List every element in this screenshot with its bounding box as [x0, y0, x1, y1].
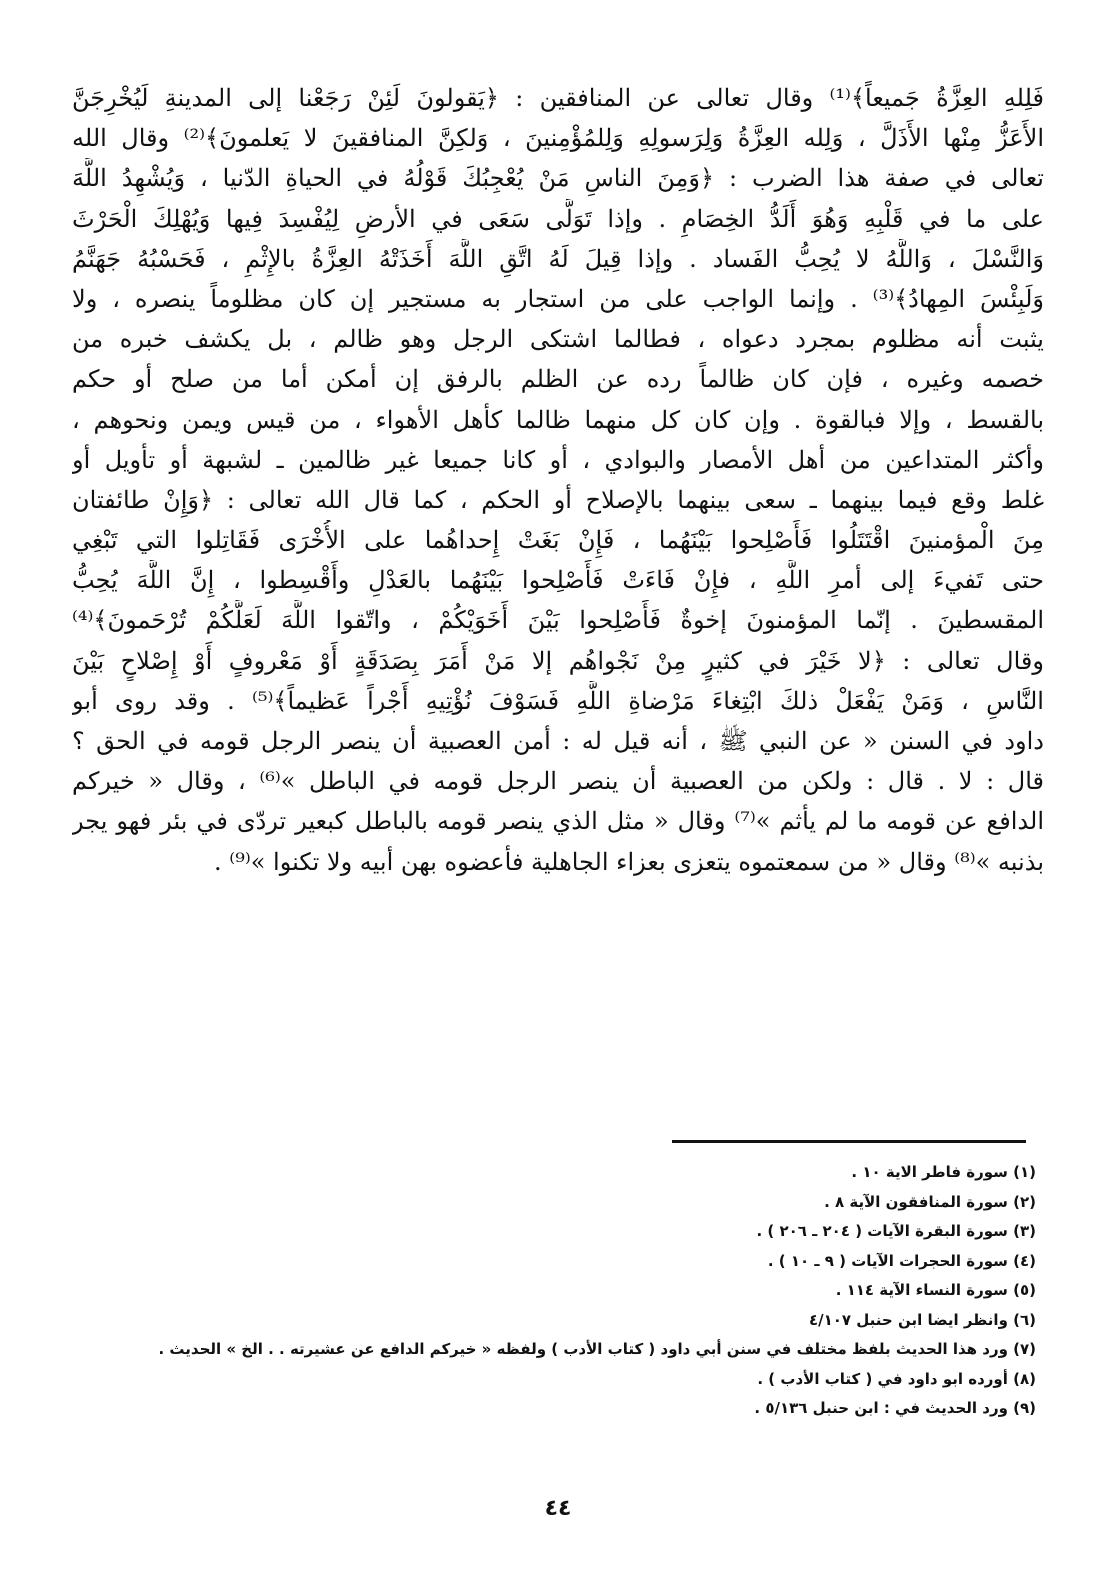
text-line: تعالى في صفة هذا الضرب : ﴿وَمِنَ الناسِ مَنْ يُعْجِبُكَ قَوْلُهُ في الحياةِ الدّنيا ، وَيُشْهِدُ اللَّهَ: [72, 164, 1044, 193]
text-line: داود في السنن « عن النبي ﷺ ، أنه قيل له : أمن العصبية أن ينصر الرجل قومه في الحق ؟: [72, 727, 1044, 755]
text-line: وَالنَّسْلَ ، وَاللَّهُ لا يُحِبُّ الفَساد . وإذا قِيلَ لَهُ اتَّقِ اللَّهَ أَخَذَتْهُ العِزَّةُ بالإِثْمِ ، فَحَسْبُهُ جَهَنَّمُ: [72, 244, 1044, 273]
footnote-item: (٤) سورة الحجرات الآيات ( ٩ ـ ١٠ ) .: [767, 1251, 1036, 1270]
footnote-item: (٨) أورده ابو داود في ( كتاب الأدب ) .: [757, 1369, 1036, 1388]
text-line: على ما في قَلْبِهِ وَهُوَ أَلَدُّ الخِصَامِ . وإذا تَوَلَّى سَعَى في الأرضِ لِيُفْسِدَ فِيها وَيُهْلِكَ الْحَرْثَ: [72, 204, 1044, 233]
main-text: [72, 78, 1044, 882]
footnote-item: (٦) وانظر ايضا ابن حنبل ٤/١٠٧: [808, 1310, 1036, 1329]
text-line: وأكثر المتداعين من أهل الأمصار والبوادي ، أو كانا جميعا غير ظالمين ـ لشبهة أو تأويل أو: [72, 445, 1044, 474]
text-line: مِنَ الْمؤمنينَ اقْتَتَلُوا فَأَصْلِحوا بَيْنَهُما ، فَإِنْ بَغَتْ إِحداهُما على الأُخْرَى فَقَاتِلوا التي تَبْغِي: [72, 526, 1044, 555]
text-line: وقال تعالى : ﴿لا خَيْرَ في كثيرٍ مِنْ نَجْواهُم إلا مَنْ أَمَرَ بِصَدَقَةٍ أَوْ مَعْروفٍ أَوْ إِصْلاحٍ بَيْنَ: [72, 646, 1044, 675]
text-line: خصمه وغيره ، فإن كان ظالماً رده عن الظلم بالرفق إن أمكن أما من صلح أو حكم: [72, 365, 1044, 394]
text-line: وَلَبِئْسَ المِهادُ﴾⁽³⁾ . وإنما الواجب على من استجار به مستجير إن كان مظلوماً ينصره ، ولا: [72, 284, 1044, 313]
footnote-item: (٣) سورة البقرة الآيات ( ٢٠٤ ـ ٢٠٦ ) .: [756, 1222, 1036, 1240]
text-line: فَلِلهِ العِزَّةُ جَميعاً﴾⁽¹⁾ وقال تعالى عن المنافقين : ﴿يَقولونَ لَئِنْ رَجَعْنا إلى المدينةِ لَيُخْرِجَنَّ: [72, 84, 1044, 112]
footnote-item: (٩) ورد الحديث في : ابن حنبل ٥/١٣٦ .: [754, 1399, 1036, 1417]
text-line-last: بذنبه »⁽⁸⁾ وقال « من سمعتموه يتعزى بعزاء الجاهلية فأعضوه بهن أبيه ولا تكنوا »⁽⁹⁾ .: [214, 847, 1044, 876]
text-line: النَّاسِ ، وَمَنْ يَفْعَلْ ذلكَ ابْتِغاءَ مَرْضاةِ اللَّهِ فَسَوْفَ نُؤْتِيهِ أَجْراً عَظيماً﴾⁽⁵⁾ . وقد روى أبو: [72, 686, 1044, 715]
footnote-item: (٧) ورد هذا الحديث بلفظ مختلف في سنن أبي داود ( كتاب الأدب ) ولفظه « خيركم الدافع عن عشيرته . . الخ » الحديث .: [158, 1340, 1036, 1358]
text-line: يثبت أنه مظلوم بمجرد دعواه ، فطالما اشتكى الرجل وهو ظالم ، بل يكشف خبره من: [72, 325, 1044, 354]
text-line: بالقسط ، وإلا فبالقوة . وإن كان كل منهما ظالما كأهل الأهواء ، من قيس ويمن ونحوهم ،: [72, 405, 1044, 434]
text-line: حتى تَفيءَ إلى أمرِ اللَّهِ ، فإِنْ فَاءَتْ فَأَصْلِحوا بَيْنَهُما بالعَدْلِ وأَقْسِطوا ، إِنَّ اللَّهَ يُحِبُّ: [72, 566, 1044, 595]
text-line: الدافع عن قومه ما لم يأثم »⁽⁷⁾ وقال « مثل الذي ينصر قومه بالباطل كبعير تردّى في بئر فهو يجر: [72, 807, 1044, 836]
text-line: المقسطينَ . إنّما المؤمنونَ إخوةٌ فَأَصْلِحوا بَيْنَ أَخَوَيْكُمْ ، واتّقوا اللَّهَ لَعَلَّكُمْ تُرْحَمونَ﴾⁽⁴⁾: [72, 606, 1044, 635]
footnote-item: (٥) سورة النساء الآية ١١٤ .: [835, 1281, 1036, 1299]
footnote-item: (٢) سورة المنافقون الآية ٨ .: [824, 1192, 1036, 1211]
text-line: الأَعَزُّ مِنْها الأَذَلَّ ، وَلِله العِزَّةُ وَلِرَسولِهِ وَلِلمُؤْمِنينَ ، وَلكِنَّ المنافقينَ لا يَعلمونَ﴾⁽²⁾ وقال الله: [72, 124, 1044, 153]
text-line: غلط وقع فيما بينهما ـ سعى بينهما بالإصلاح أو الحكم ، كما قال الله تعالى : ﴿وَإِنْ طائفتان: [72, 485, 1044, 514]
text-line: قال : لا . قال : ولكن من العصبية أن ينصر الرجل قومه في الباطل »⁽⁶⁾ ، وقال « خيركم: [72, 767, 1044, 796]
footnote-divider: [672, 1140, 1026, 1143]
page-number: ٤٤: [544, 1496, 572, 1521]
footnote-item: (١) سورة فاطر الاية ١٠ .: [851, 1163, 1036, 1181]
footnotes: [72, 1158, 1036, 1424]
